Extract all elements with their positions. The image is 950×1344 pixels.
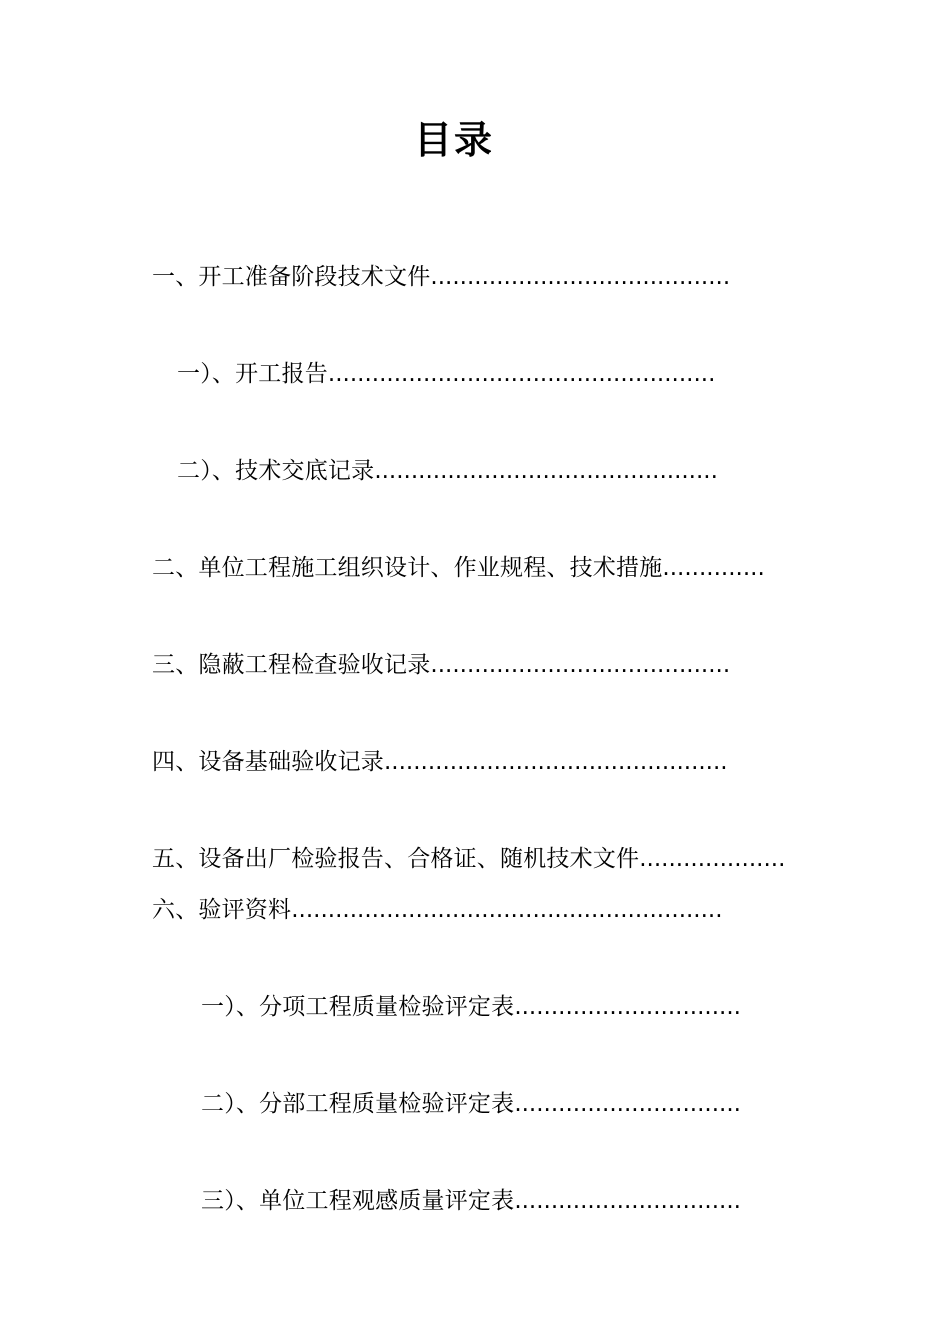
toc-entry-text: 一）、分项工程质量检验评定表	[201, 994, 515, 1020]
toc-leader-dots: ...............................................	[384, 749, 728, 775]
toc-leader-dots: ...............................................	[374, 458, 718, 484]
toc-entry-text: 一、开工准备阶段技术文件	[152, 264, 431, 290]
toc-entry-text: 一）、开工报告	[177, 361, 328, 387]
toc-entry	[201, 1087, 741, 1121]
toc-entry	[152, 551, 765, 585]
toc-leader-dots: ..............	[662, 555, 765, 581]
toc-entry	[201, 1184, 741, 1218]
toc-entry	[152, 893, 723, 927]
toc-entry	[152, 745, 728, 779]
toc-leader-dots: ....................	[639, 846, 786, 872]
toc-entry	[177, 357, 715, 391]
toc-entry-text: 二、单位工程施工组织设计、作业规程、技术措施	[152, 555, 663, 581]
toc-leader-dots: .....................................................	[327, 361, 716, 387]
toc-entry-text: 二）、技术交底记录	[177, 458, 375, 484]
toc-leader-dots: ...............................	[514, 994, 741, 1020]
toc-entry-text: 四、设备基础验收记录	[152, 749, 384, 775]
toc-entry-text: 三）、单位工程观感质量评定表	[201, 1188, 515, 1214]
toc-entry-text: 三、隐蔽工程检查验收记录	[152, 652, 431, 678]
toc-entry	[152, 648, 730, 682]
toc-entry	[177, 454, 718, 488]
toc-leader-dots: .........................................	[430, 264, 731, 290]
toc-leader-dots: .........................................	[430, 652, 731, 678]
toc-entry	[152, 842, 785, 876]
toc-leader-dots: ...........................................................	[291, 897, 723, 923]
toc-entry-text: 二）、分部工程质量检验评定表	[201, 1091, 515, 1117]
toc-entry-text: 五、设备出厂检验报告、合格证、随机技术文件	[152, 846, 640, 872]
page-title: 目录	[413, 118, 494, 162]
toc-entry	[201, 990, 741, 1024]
toc-leader-dots: ...............................	[514, 1091, 741, 1117]
toc-entry-text: 六、验评资料	[152, 897, 292, 923]
toc-entry	[152, 260, 730, 294]
toc-leader-dots: ...............................	[514, 1188, 741, 1214]
